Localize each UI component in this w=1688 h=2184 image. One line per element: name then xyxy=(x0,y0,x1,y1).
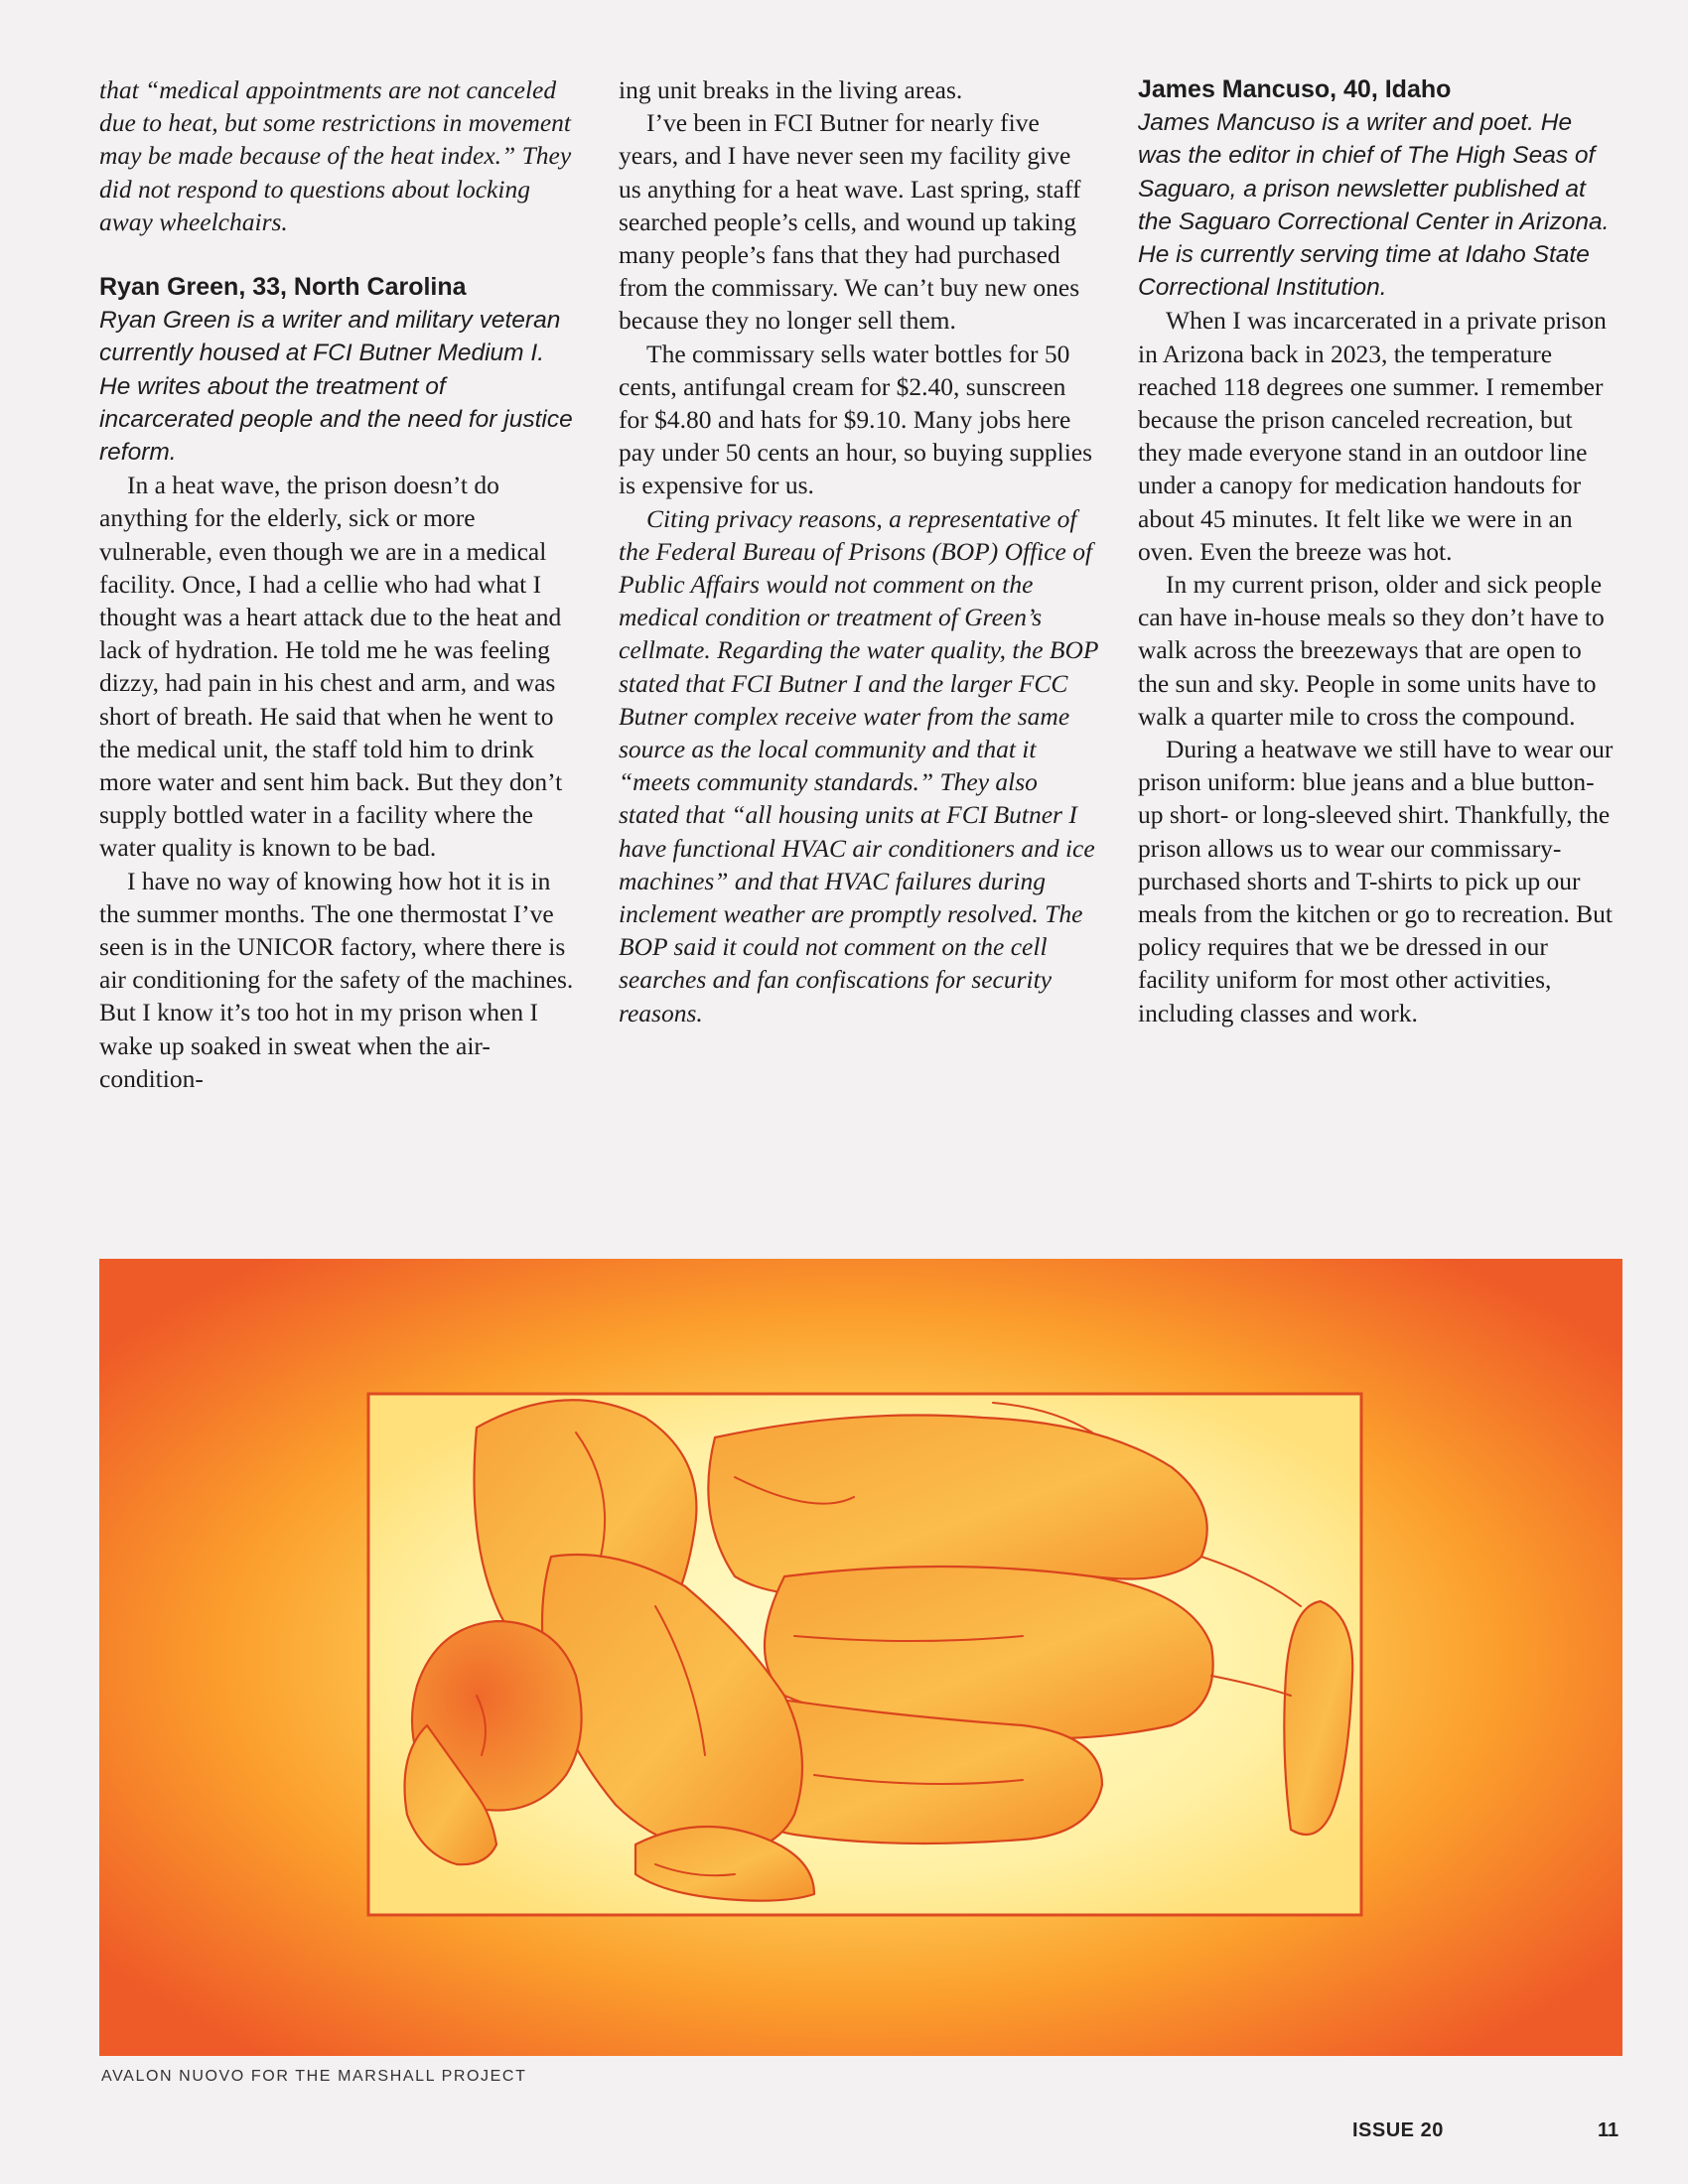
contributor-bio: Ryan Green is a writer and military veteran currently housed at FCI Butner Medium I. He writes about the treatment of incarcerated people and the need for justice reform. xyxy=(99,307,573,467)
issue-number: ISSUE 20 xyxy=(1352,2119,1444,2141)
paragraph: I have no way of knowing how hot it is in the summer months. The one thermostat I’ve seen is in the UNICOR factory, where there is air conditioning for the safety of the machines. But I know it’s too hot in my prison when I wake up soaked in sweat when the air-condition- xyxy=(99,866,574,1093)
paragraph: that “medical appointments are not canceled due to heat, but some restrictions in movement may be made because of the heat index.” They did not respond to questions about locking away wheelchairs. xyxy=(99,75,572,236)
contributor-heading: Ryan Green, 33, North Carolina xyxy=(99,273,467,302)
illustration-credit: AVALON NUOVO FOR THE MARSHALL PROJECT xyxy=(101,2068,527,2085)
paragraph: During a heatwave we still have to wear our prison uniform: blue jeans and a blue button-up short- or long-sleeved shirt. Thankfully, the prison allows us to wear our commissary-purchased shorts and T-shirts to pick up our meals from the kitchen or go to recreation. But policy requires that we be dressed in our facility uniform for most other activities, including classes and work. xyxy=(1138,735,1614,1027)
paragraph: When I was incarcerated in a private prison in Arizona back in 2023, the temperature reached 118 degrees one summer. I remember because the prison canceled recreation, but they made everyone stand in an outdoor line under a canopy for medication handouts for about 45 minutes. It felt like we were in an oven. Even the breeze was hot. xyxy=(1138,306,1607,566)
paragraph: In a heat wave, the prison doesn’t do anything for the elderly, sick or more vulnerable, even though we are in a medical facility. Once, I had a cellie who had what I thought was a heart attack due to the heat and lack of hydration. He told me he was feeling dizzy, had pain in his chest and arm, and was short of breath. He said that when he went to the medical unit, the staff told him to drink more water and sent him back. But they don’t supply bottled water in a facility where the water quality is known to be bad. xyxy=(99,471,563,863)
paragraph: In my current prison, older and sick people can have in-house meals so they don’t have to walk across the breezeways that are open to the sun and sky. People in some units have to walk a quarter mile to cross the compound. xyxy=(1138,570,1605,731)
column-3 xyxy=(1138,73,1618,1095)
bop-response: Citing privacy reasons, a representative of the Federal Bureau of Prisons (BOP) Office of Public Affairs would not comment on the medical condition or treatment of Green’s cellmate. Regarding the water quality, the BOP stated that FCI Butner I and the larger FCC Butner complex receive water from the same source as the local community and that it “meets community standards.” They also stated that “all housing units at FCI Butner I have functional HVAC air conditioners and ice machines” and that HVAC failures during inclement weather are promptly resolved. The BOP said it could not comment on the cell searches and fan confiscations for security reasons. xyxy=(619,503,1098,1027)
paragraph: ing unit breaks in the living areas. xyxy=(619,75,963,104)
column-2 xyxy=(619,73,1099,1095)
column-1 xyxy=(99,73,580,1095)
curled-figure-illustration xyxy=(99,1259,1622,2056)
contributor-heading: James Mancuso, 40, Idaho xyxy=(1138,75,1452,103)
paragraph: I’ve been in FCI Butner for nearly five years, and I have never seen my facility give us anything for a heat wave. Last spring, staff searched people’s cells, and wound up taking many people’s fans that they had purchased from the commissary. We can’t buy new ones because they no longer sell them. xyxy=(619,108,1081,336)
paragraph: The commissary sells water bottles for 50 cents, antifungal cream for $2.40, sunscreen for $4.80 and hats for $9.10. Many jobs here pay under 50 cents an hour, so buying supplies is expensive for us. xyxy=(619,339,1093,500)
page-number: 11 xyxy=(1598,2119,1619,2141)
illustration xyxy=(99,1259,1622,2056)
article-columns xyxy=(99,73,1622,1095)
contributor-bio: James Mancuso is a writer and poet. He was the editor in chief of The High Seas of Saguaro, a prison newsletter published at the Saguaro Correctional Center in Arizona. He is currently serving time at Idaho State Correctional Institution. xyxy=(1138,109,1610,302)
